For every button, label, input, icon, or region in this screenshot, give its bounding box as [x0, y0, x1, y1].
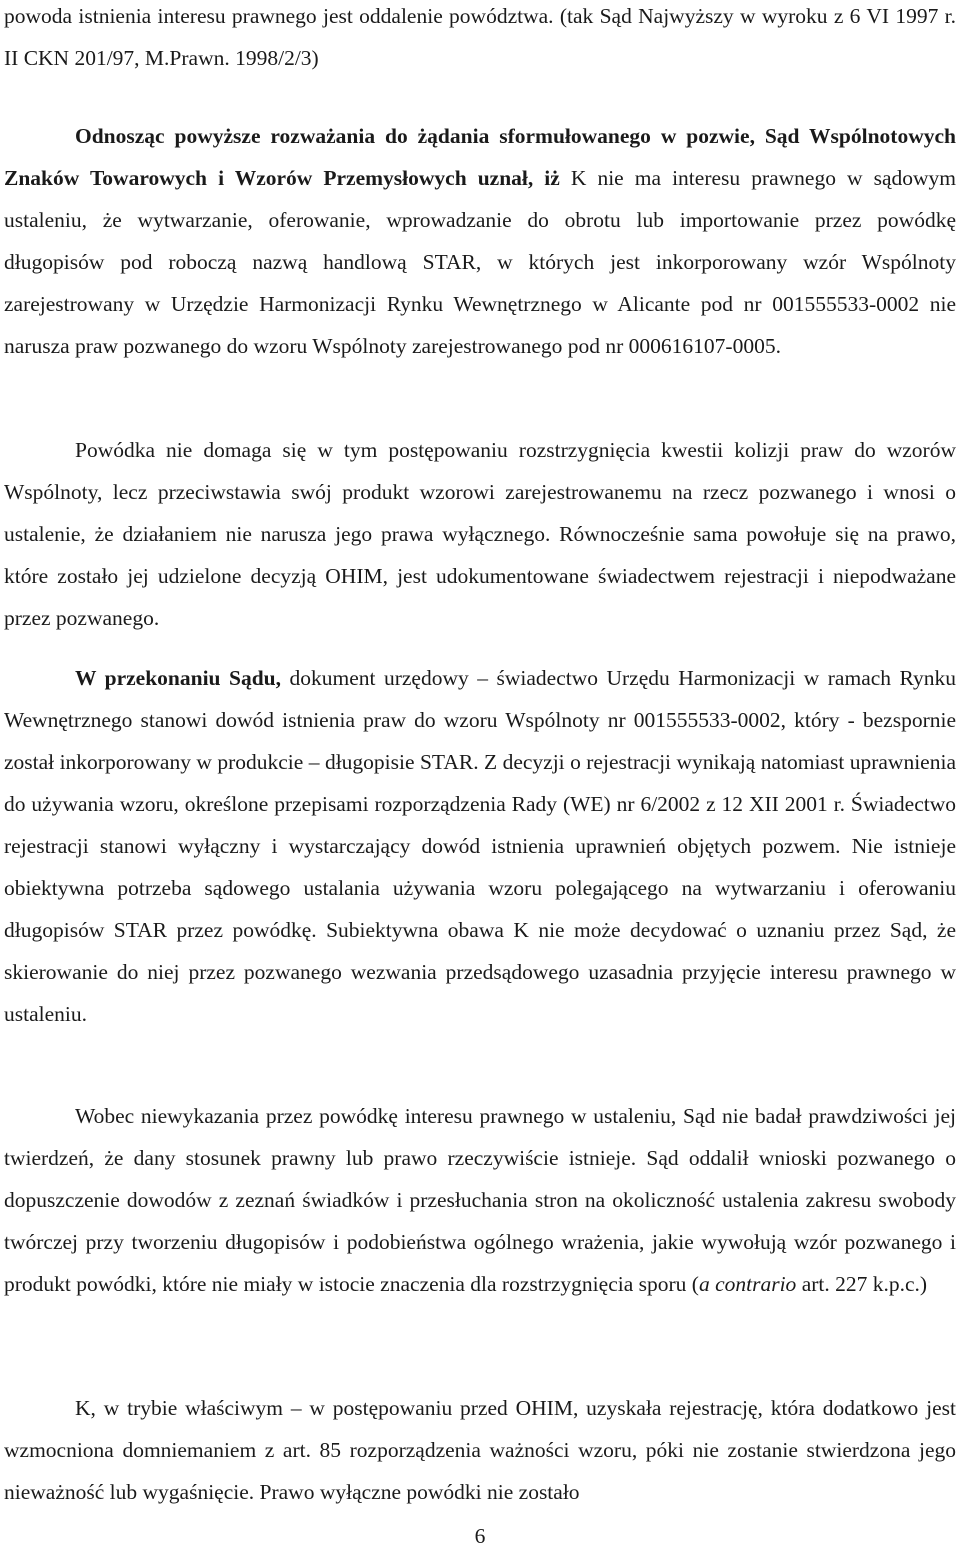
- text-segment: powoda istnienia interesu prawnego jest oddalenie powództwa. (tak Sąd Najwyższy w wyroku z 6 VI 1997 r. II CKN 201/97, M.Prawn. 1998/2/3): [4, 4, 956, 70]
- text-segment: K nie ma interesu prawnego w sądowym ustaleniu, że wytwarzanie, oferowanie, wprowadzanie do obrotu lub importowanie przez powódkę długopisów pod roboczą nazwą handlową STAR, w których jest inkorporowany wzór Wspólnoty zarejestrowany w Urzędzie Harmonizacji Rynku Wewnętrznego w Alicante pod nr 001555533-0002 nie narusza praw pozwanego do wzoru Wspólnoty zarejestrowanego pod nr 000616107-0005.: [4, 166, 956, 358]
- text-segment: Powódka nie domaga się w tym postępowaniu rozstrzygnięcia kwestii kolizji praw do wzorów Wspólnoty, lecz przeciwstawia swój produkt wzorowi zarejestrowanemu na rzecz pozwanego i wnosi o ustalenie, że działaniem nie narusza jego prawa wyłącznego. Równocześnie sama powołuje się na prawo, które zostało jej udzielone decyzją OHIM, jest udokumentowane świadectwem rejestracji i niepodważane przez pozwanego.: [4, 438, 956, 630]
- paragraph-continuation: [4, 0, 956, 79]
- page-number: 6: [474, 1524, 486, 1548]
- text-segment: K, w trybie właściwym – w postępowaniu przed OHIM, uzyskała rejestrację, która dodatkowo jest wzmocniona domniemaniem z art. 85 rozporządzenia ważności wzoru, póki nie zostanie stwierdzona jego nieważność lub wygaśnięcie. Prawo wyłączne powódki nie zostało: [4, 1396, 956, 1504]
- paragraph-evidence-ruling: [4, 1095, 956, 1305]
- text-segment: dokument urzędowy – świadectwo Urzędu Harmonizacji w ramach Rynku Wewnętrznego stanowi dowód istnienia praw do wzoru Wspólnoty nr 001555533-0002, który - bezspornie został inkorporowany w produkcie – długopisie STAR. Z decyzji o rejestracji wynikają natomiast uprawnienia do używania wzoru, określone przepisami rozporządzenia Rady (WE) nr 6/2002 z 12 XII 2001 r. Świadectwo rejestracji stanowi wyłączny i wystarczający dowód istnienia uprawnień objętych pozwem. Nie istnieje obiektywna potrzeba sądowego ustalania używania wzoru polegającego na wytwarzaniu i oferowaniu długopisów STAR przez powódkę. Subiektywna obawa K nie może decydować o uznaniu przez Sąd, że skierowanie do niej przez pozwanego wezwania przedsądowego uzasadnia przyjęcie interesu prawnego w ustaleniu.: [4, 666, 957, 1026]
- text-segment: Wobec niewykazania przez powódkę interesu prawnego w ustaleniu, Sąd nie badał prawdziwości jej twierdzeń, że dany stosunek prawny lub prawo rzeczywiście istnieje. Sąd oddalił wnioski pozwanego o dopuszczenie dowodów z zeznań świadków i przesłuchania stron na okoliczność ustalenia zakresu swobody twórczej przy tworzeniu długopisów i podobieństwa ogólnego wrażenia, jakie wywołują wzór pozwanego i produkt powódki, które nie miały w istocie znaczenia dla rozstrzygnięcia sporu (: [4, 1104, 956, 1296]
- bold-segment: Odnosząc powyższe rozważania do żądania sformułowanego w pozwie, Sąd Wspólnotowych Znaków Towarowych i Wzorów Przemysłowych uznał, iż: [4, 124, 956, 190]
- paragraph-plaintiff-claim: [4, 429, 956, 639]
- paragraph-court-finding: [4, 115, 956, 367]
- text-segment: art. 227 k.p.c.): [796, 1272, 928, 1296]
- italic-segment: a contrario: [698, 1272, 797, 1296]
- bold-segment: W przekonaniu Sądu,: [75, 666, 281, 690]
- paragraph-registration: [4, 1387, 956, 1513]
- paragraph-court-opinion: [4, 657, 956, 1035]
